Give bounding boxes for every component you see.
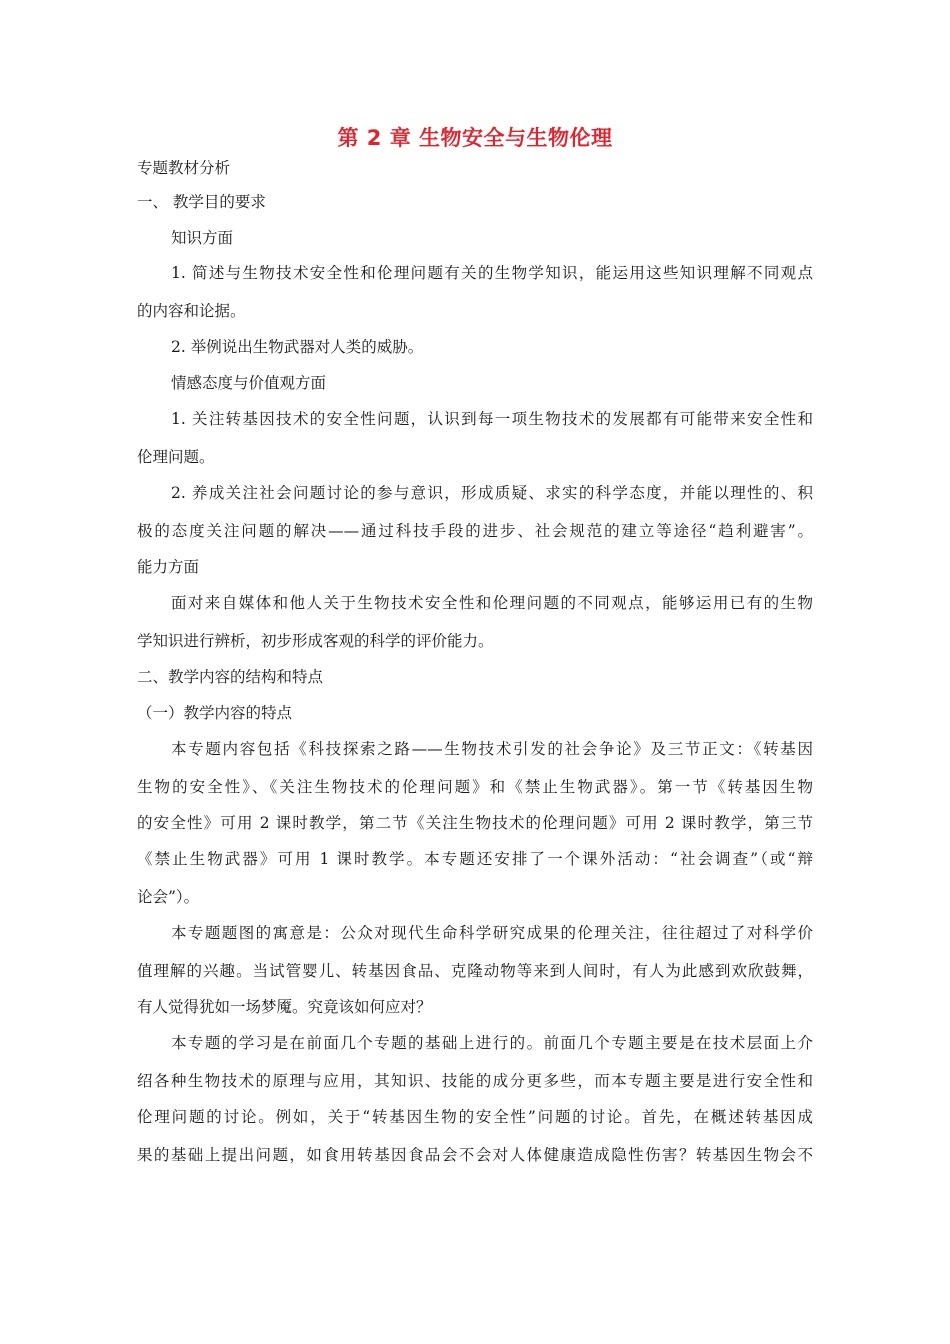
text-line: 值理解的兴趣。当试管婴儿、转基因食品、克隆动物等来到人间时，有人为此感到欢欣鼓舞， — [137, 962, 813, 980]
text-line: 果的基础上提出问题，如食用转基因食品会不会对人体健康造成隐性伤害？转基因生物会不 — [137, 1146, 813, 1164]
text-line: 1. 关注转基因技术的安全性问题，认识到每一项生物技术的发展都有可能带来安全性和 — [171, 410, 813, 428]
text-line: 2. 举例说出生物武器对人类的威胁。 — [171, 338, 424, 356]
text-line: 论会”）。 — [137, 888, 200, 906]
text-line: 伦理问题。 — [137, 448, 215, 466]
text-line: 面对来自媒体和他人关于生物技术安全性和伦理问题的不同观点，能够运用已有的生物 — [171, 594, 813, 612]
text-line: 生物的安全性》、《关注生物技术的伦理问题》和《禁止生物武器》。第一节《转基因生物 — [137, 778, 813, 796]
page-title: 第 2 章 生物安全与生物伦理 — [337, 126, 613, 150]
text-line: 极的态度关注问题的解决——通过科技手段的进步、社会规范的建立等途径“趋利避害”。 — [137, 522, 813, 540]
text-line: 伦理问题的讨论。例如，关于“转基因生物的安全性”问题的讨论。首先，在概述转基因成 — [137, 1108, 813, 1126]
text-line: 有人觉得犹如一场梦魇。究竟该如何应对？ — [137, 998, 432, 1016]
text-line: 情感态度与价值观方面 — [171, 374, 327, 392]
text-line: 二、教学内容的结构和特点 — [137, 668, 324, 686]
text-line: 本专题内容包括《科技探索之路——生物技术引发的社会争论》及三节正文：《转基因 — [171, 740, 813, 758]
text-line: 绍各种生物技术的原理与应用，其知识、技能的成分更多些，而本专题主要是进行安全性和 — [137, 1072, 813, 1090]
text-line: 《禁止生物武器》可用 1 课时教学。本专题还安排了一个课外活动：“社会调查”（或“辩 — [137, 850, 813, 868]
text-line: 的安全性》可用 2 课时教学，第二节《关注生物技术的伦理问题》可用 2 课时教学，第三节 — [137, 814, 813, 832]
text-line: 本专题题图的寓意是：公众对现代生命科学研究成果的伦理关注，往往超过了对科学价 — [171, 924, 813, 942]
text-line: （一）教学内容的特点 — [137, 704, 293, 722]
text-line: 能力方面 — [137, 558, 200, 576]
text-line: 2. 养成关注社会问题讨论的参与意识，形成质疑、求实的科学态度，并能以理性的、积 — [171, 484, 813, 502]
text-line: 知识方面 — [171, 229, 234, 247]
text-line: 1. 简述与生物技术安全性和伦理问题有关的生物学知识，能运用这些知识理解不同观点 — [171, 264, 813, 282]
text-line: 专题教材分析 — [137, 159, 231, 177]
text-line: 一、 教学目的要求 — [137, 193, 266, 211]
text-line: 本专题的学习是在前面几个专题的基础上进行的。前面几个专题主要是在技术层面上介 — [171, 1034, 813, 1052]
text-line: 的内容和论据。 — [137, 302, 246, 320]
text-line: 学知识进行辨析，初步形成客观的科学的评价能力。 — [137, 632, 494, 650]
